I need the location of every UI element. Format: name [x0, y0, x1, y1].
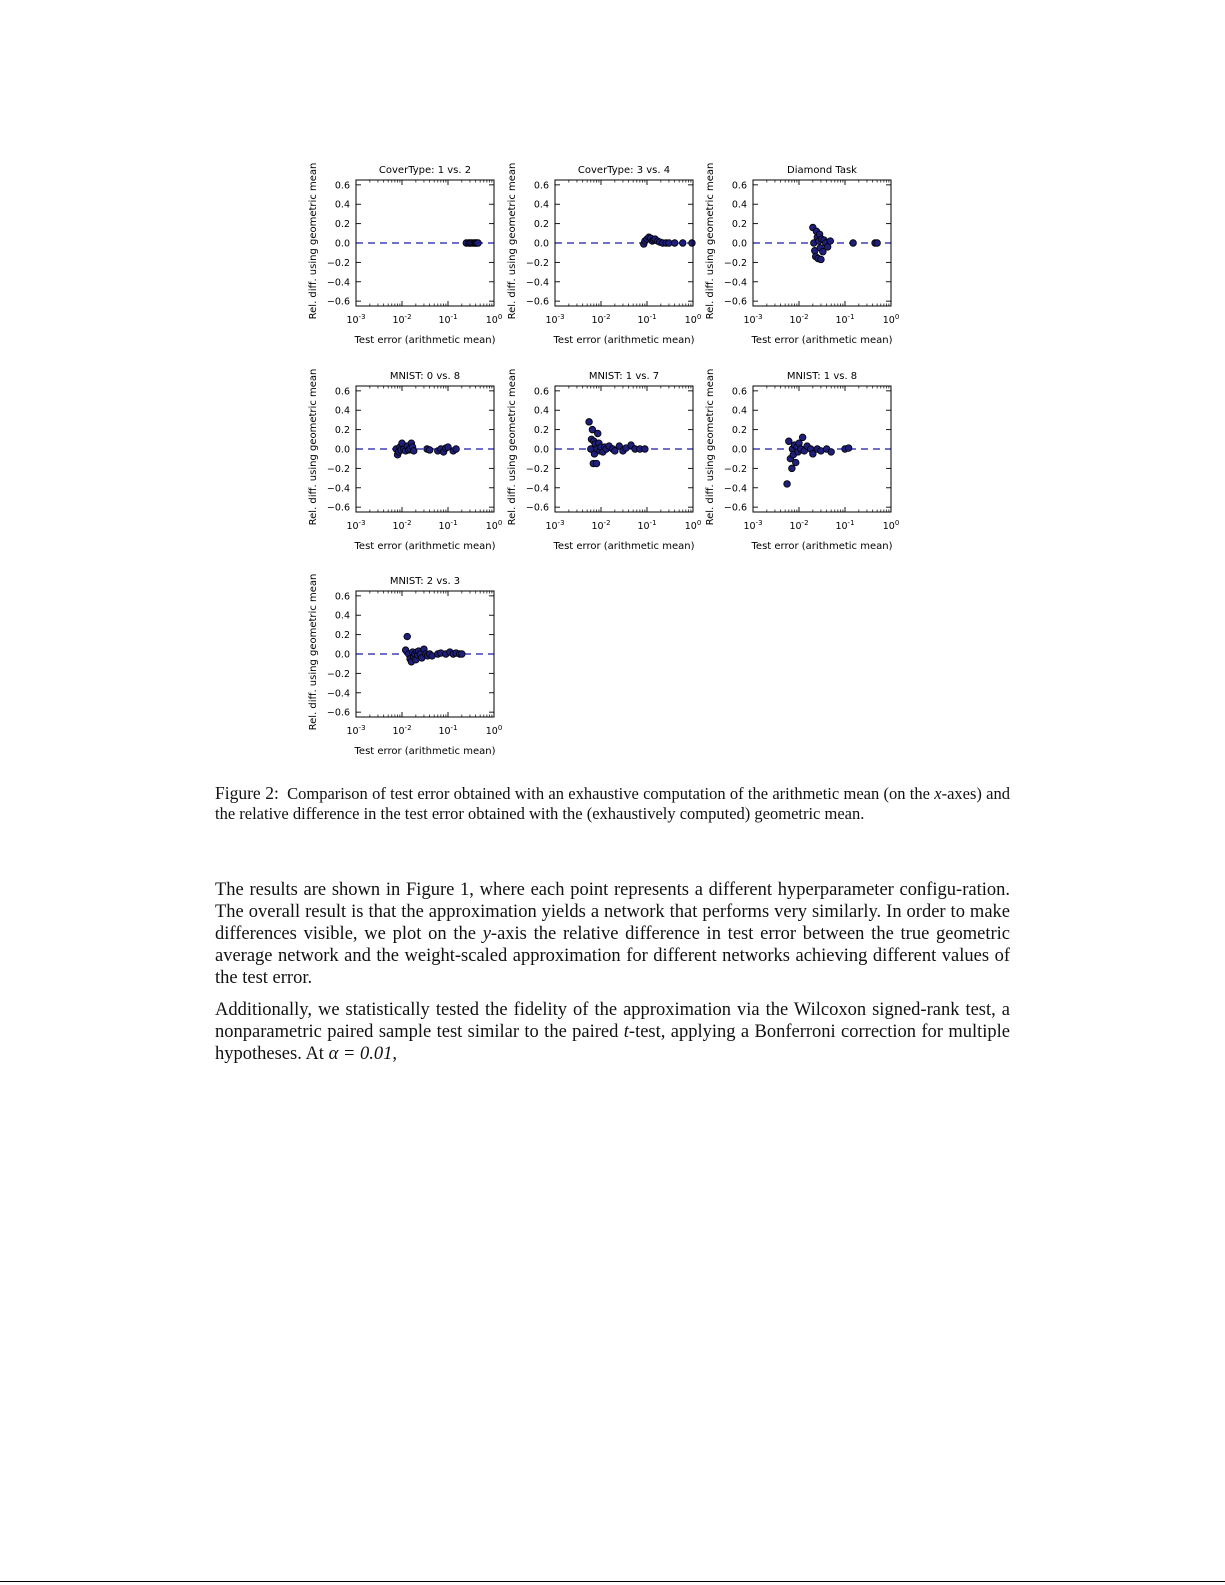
y-tick-label: −0.2 [525, 257, 549, 269]
y-axis-label: Rel. diff. using geometric mean [507, 162, 518, 320]
y-tick-label: 0.2 [731, 425, 747, 437]
y-tick-label: 0.6 [731, 180, 747, 192]
caption-text-b: -axes) and the relative difference in the test error obtained with the (exhaustively computed) geometric mean. [215, 784, 1011, 823]
y-tick-label: −0.4 [723, 277, 747, 289]
caption-label: Figure 2: [215, 783, 279, 803]
y-tick-label: −0.2 [326, 668, 350, 680]
caption-text-a: Comparison of test error obtained with an exhaustive computation of the arithmetic mean (on the [287, 784, 930, 803]
y-tick-label: 0.0 [731, 444, 747, 456]
y-tick-label: −0.4 [326, 483, 350, 495]
y-tick-label: 0.4 [731, 199, 747, 211]
subplot-1 [308, 163, 502, 346]
x-tick-label: $10^{-1}$ [438, 313, 458, 326]
y-tick-label: 0.0 [533, 238, 549, 250]
x-axis-label: Test error (arithmetic mean) [553, 541, 695, 552]
data-point [799, 434, 806, 441]
y-tick-label: 0.2 [533, 425, 549, 437]
y-tick-label: 0.6 [334, 180, 350, 192]
y-tick-label: −0.4 [525, 483, 549, 495]
y-tick-label: 0.0 [334, 649, 350, 661]
figure-caption [215, 783, 1010, 824]
subplot-7 [308, 574, 502, 757]
x-tick-label: $10^{-2}$ [392, 724, 412, 737]
subplot-title: CoverType: 1 vs. 2 [378, 165, 472, 176]
y-tick-label: 0.6 [334, 591, 350, 603]
x-tick-label: $10^{-1}$ [438, 724, 458, 737]
data-point [475, 240, 482, 247]
y-tick-label: 0.2 [533, 219, 549, 231]
y-tick-label: −0.6 [326, 502, 350, 514]
x-axis-label: Test error (arithmetic mean) [354, 746, 496, 757]
subplot-5 [507, 369, 701, 552]
y-tick-label: 0.4 [334, 610, 350, 622]
x-axis-label: Test error (arithmetic mean) [553, 335, 695, 346]
x-tick-label: $10^{-2}$ [789, 519, 809, 532]
data-point [789, 465, 796, 472]
x-tick-label: $10^{-2}$ [789, 313, 809, 326]
y-axis-label: Rel. diff. using geometric mean [507, 368, 518, 526]
y-tick-label: −0.4 [326, 688, 350, 700]
para2-text-c: , [392, 1044, 398, 1064]
figure-2-plots [300, 150, 910, 775]
data-point [404, 633, 411, 640]
data-point [827, 238, 834, 245]
y-tick-label: −0.2 [723, 257, 747, 269]
x-tick-label: $10^{-3}$ [346, 724, 366, 737]
y-tick-label: 0.2 [334, 425, 350, 437]
data-point [453, 446, 460, 453]
data-point [845, 445, 852, 452]
data-point [828, 449, 835, 456]
x-tick-label: $10^{-1}$ [835, 313, 855, 326]
y-tick-label: 0.6 [533, 386, 549, 398]
x-tick-label: $10^{-3}$ [545, 313, 565, 326]
data-point [593, 460, 600, 467]
x-tick-label: $10^{-3}$ [346, 313, 366, 326]
x-tick-label: $10^0$ [882, 313, 900, 326]
x-tick-label: $10^0$ [485, 724, 503, 737]
y-tick-label: 0.0 [334, 444, 350, 456]
data-point [792, 459, 799, 466]
y-axis-label: Rel. diff. using geometric mean [308, 573, 319, 731]
para1-text-b: -axis the relative difference in test error between the true geometric average network and the weight-scaled approximation for different networks achieving different values of the test error. [215, 924, 1010, 988]
x-axis-label: Test error (arithmetic mean) [354, 541, 496, 552]
x-axis-label: Test error (arithmetic mean) [354, 335, 496, 346]
data-point [784, 481, 791, 488]
y-tick-label: −0.4 [723, 483, 747, 495]
x-tick-label: $10^{-3}$ [743, 519, 763, 532]
y-tick-label: 0.0 [334, 238, 350, 250]
page-bottom-rule [0, 1581, 1225, 1582]
subplot-2 [507, 163, 701, 346]
data-point [818, 256, 825, 263]
para2-text-b: -test, applying a Bonferroni correction for multiple hypotheses. At [215, 1022, 1011, 1064]
y-tick-label: 0.4 [533, 405, 549, 417]
y-axis-label: Rel. diff. using geometric mean [308, 162, 319, 320]
y-tick-label: −0.6 [525, 296, 549, 308]
x-tick-label: $10^{-1}$ [835, 519, 855, 532]
para2-math-alpha: α = 0.01 [328, 1044, 393, 1064]
data-point [459, 651, 466, 658]
y-tick-label: 0.4 [334, 199, 350, 211]
caption-math-x: x [934, 784, 942, 803]
para1-text-a: The results are shown in Figure 1, where each point represents a different hyperparameter configu-ration. The overall result is that the approximation yields a network that performs very similarly. In order to make differences visible, we plot on the [215, 880, 1010, 944]
y-tick-label: −0.6 [723, 296, 747, 308]
x-tick-label: $10^0$ [485, 313, 503, 326]
data-point [410, 448, 417, 455]
data-point [874, 240, 881, 247]
subplot-title: MNIST: 1 vs. 8 [786, 371, 858, 382]
data-point [426, 447, 433, 454]
subplot-6 [705, 369, 899, 552]
x-tick-label: $10^{-1}$ [637, 313, 657, 326]
x-axis-label: Test error (arithmetic mean) [751, 335, 893, 346]
data-point [785, 438, 792, 445]
data-point [679, 240, 686, 247]
x-tick-label: $10^{-2}$ [392, 313, 412, 326]
y-axis-label: Rel. diff. using geometric mean [705, 162, 716, 320]
y-tick-label: −0.4 [525, 277, 549, 289]
y-tick-label: −0.2 [326, 463, 350, 475]
data-point [671, 240, 678, 247]
x-tick-label: $10^0$ [684, 313, 702, 326]
y-tick-label: 0.6 [533, 180, 549, 192]
x-tick-label: $10^{-1}$ [637, 519, 657, 532]
para2-math-t: t [623, 1022, 629, 1042]
x-tick-label: $10^{-2}$ [591, 313, 611, 326]
x-tick-label: $10^{-3}$ [545, 519, 565, 532]
subplot-title: MNIST: 2 vs. 3 [389, 576, 461, 587]
y-tick-label: 0.2 [731, 219, 747, 231]
y-tick-label: 0.0 [731, 238, 747, 250]
y-tick-label: −0.6 [326, 707, 350, 719]
x-tick-label: $10^0$ [485, 519, 503, 532]
y-tick-label: −0.4 [326, 277, 350, 289]
y-tick-label: −0.2 [525, 463, 549, 475]
x-tick-label: $10^{-2}$ [591, 519, 611, 532]
y-tick-label: 0.2 [334, 630, 350, 642]
y-tick-label: 0.4 [533, 199, 549, 211]
data-point [586, 419, 593, 426]
subplot-title: Diamond Task [787, 165, 857, 176]
y-tick-label: 0.6 [731, 386, 747, 398]
y-tick-label: 0.0 [533, 444, 549, 456]
y-tick-label: −0.6 [326, 296, 350, 308]
data-point [642, 446, 649, 453]
data-point [850, 240, 857, 247]
para1-math-y: y [482, 924, 491, 944]
x-tick-label: $10^{-1}$ [438, 519, 458, 532]
x-tick-label: $10^{-2}$ [392, 519, 412, 532]
data-point [689, 240, 696, 247]
y-axis-label: Rel. diff. using geometric mean [308, 368, 319, 526]
x-tick-label: $10^0$ [882, 519, 900, 532]
x-tick-label: $10^{-3}$ [743, 313, 763, 326]
y-tick-label: −0.2 [326, 257, 350, 269]
y-axis-label: Rel. diff. using geometric mean [705, 368, 716, 526]
y-tick-label: 0.2 [334, 219, 350, 231]
y-tick-label: 0.4 [334, 405, 350, 417]
subplot-title: MNIST: 0 vs. 8 [389, 371, 461, 382]
subplot-4 [308, 369, 502, 552]
subplot-title: MNIST: 1 vs. 7 [588, 371, 660, 382]
para2-text-a: Additionally, we statistically tested the fidelity of the approximation via the Wilcoxon signed-rank test, a nonparametric paired sample test similar to the paired [215, 1000, 1010, 1042]
subplot-title: CoverType: 3 vs. 4 [577, 165, 671, 176]
x-tick-label: $10^0$ [684, 519, 702, 532]
paragraph-wilcoxon [215, 999, 1010, 1065]
x-tick-label: $10^{-3}$ [346, 519, 366, 532]
y-tick-label: 0.6 [334, 386, 350, 398]
data-point [594, 430, 601, 437]
y-tick-label: −0.6 [723, 502, 747, 514]
y-tick-label: 0.4 [731, 405, 747, 417]
y-tick-label: −0.6 [525, 502, 549, 514]
x-axis-label: Test error (arithmetic mean) [751, 541, 893, 552]
y-tick-label: −0.2 [723, 463, 747, 475]
paragraph-results [215, 879, 1010, 989]
subplot-3 [705, 163, 899, 346]
